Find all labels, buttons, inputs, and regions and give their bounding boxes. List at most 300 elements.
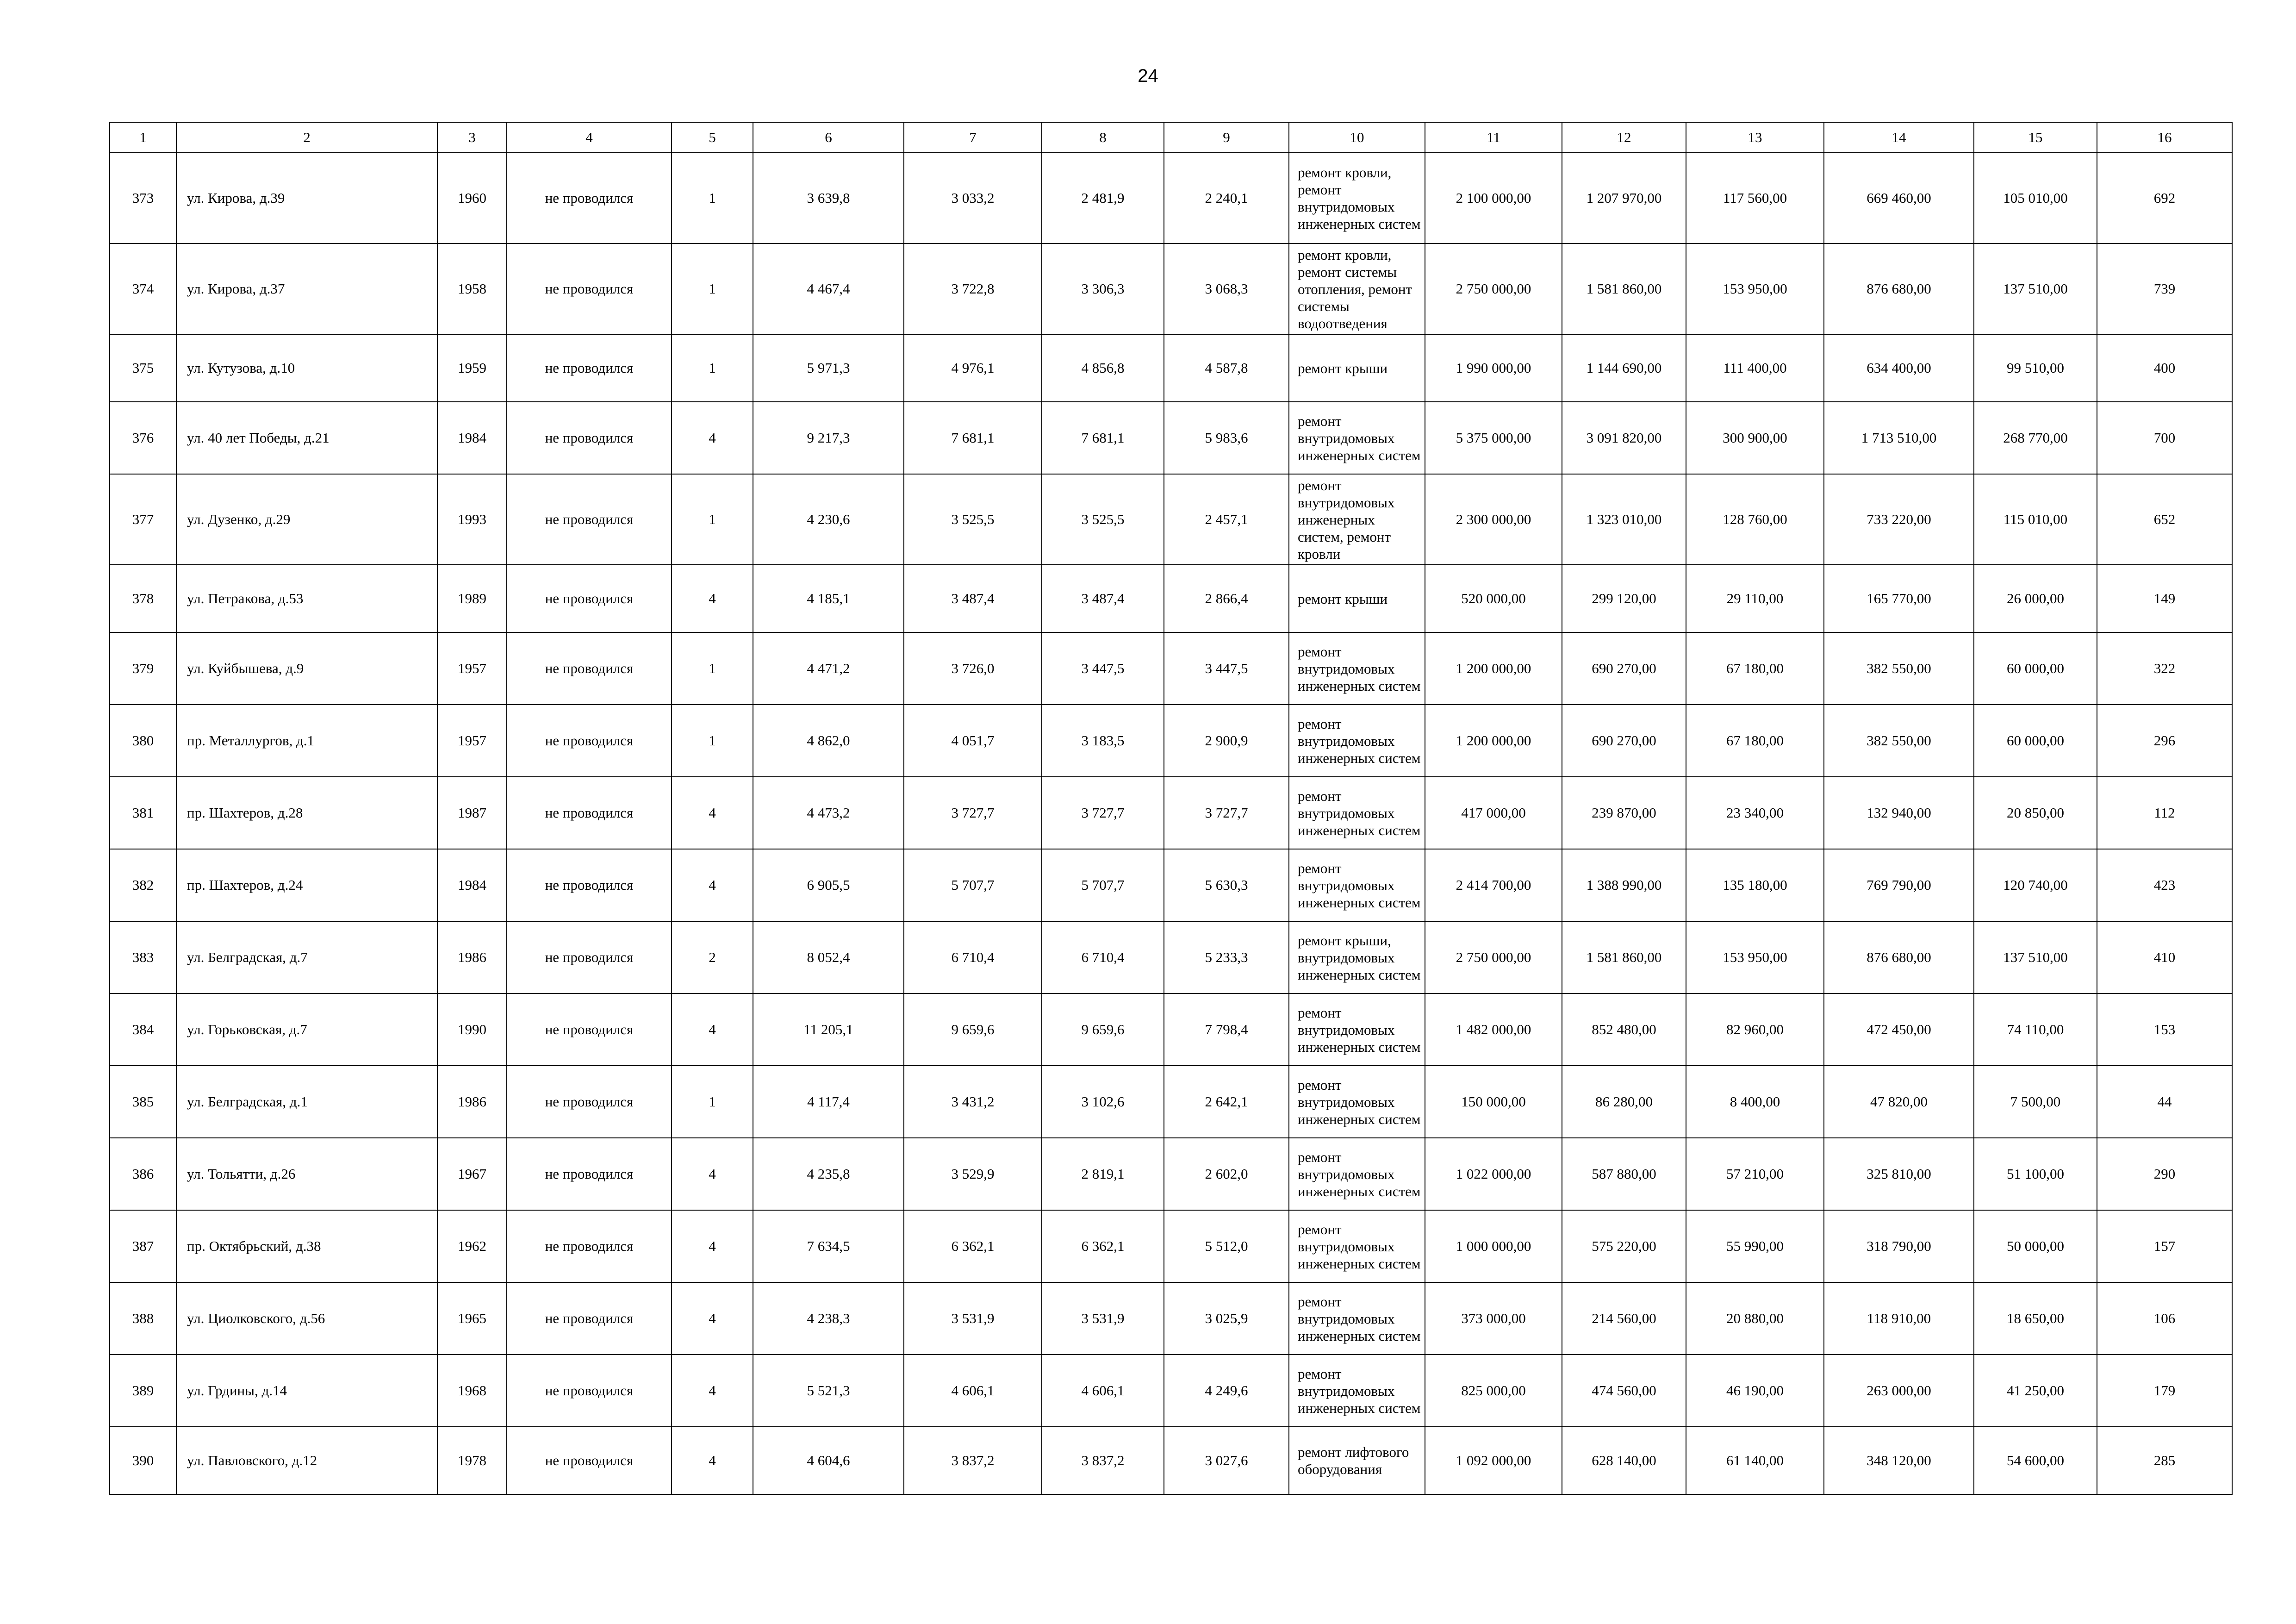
row-number-cell: 385 <box>110 1066 176 1138</box>
build-year-cell: 1957 <box>437 632 507 705</box>
last-repair-cell: не проводился <box>507 1355 672 1427</box>
repair-type-cell: ремонт кровли, ремонт системы отопления, ремонт системы водоотведения <box>1289 244 1425 334</box>
last-repair-cell: не проводился <box>507 777 672 849</box>
budget-cost-cell: 55 990,00 <box>1686 1210 1824 1282</box>
living-area-cell: 7 681,1 <box>904 402 1042 474</box>
living-area-cell: 3 525,5 <box>904 474 1042 565</box>
residential-area-cell: 3 102,6 <box>1042 1066 1164 1138</box>
local-budget-cost-cell: 325 810,00 <box>1824 1138 1974 1210</box>
row-number-cell: 382 <box>110 849 176 921</box>
total-area-cell: 4 604,6 <box>753 1427 904 1494</box>
repair-type-cell: ремонт внутридомовых инженерных систем <box>1289 632 1425 705</box>
build-year-cell: 1962 <box>437 1210 507 1282</box>
budget-cost-cell: 61 140,00 <box>1686 1427 1824 1494</box>
row-number-cell: 376 <box>110 402 176 474</box>
floors-cell: 4 <box>672 849 753 921</box>
local-budget-cost-cell: 669 460,00 <box>1824 153 1974 244</box>
residential-area-cell: 4 856,8 <box>1042 334 1164 402</box>
owned-area-cell: 7 798,4 <box>1164 993 1289 1066</box>
total-area-cell: 4 230,6 <box>753 474 904 565</box>
floors-cell: 4 <box>672 1355 753 1427</box>
owned-area-cell: 2 240,1 <box>1164 153 1289 244</box>
owners-cost-cell: 137 510,00 <box>1974 244 2097 334</box>
owned-area-cell: 5 512,0 <box>1164 1210 1289 1282</box>
table-row <box>110 474 2232 565</box>
build-year-cell: 1959 <box>437 334 507 402</box>
address-cell: ул. Грдины, д.14 <box>176 1355 437 1427</box>
fund-cost-cell: 852 480,00 <box>1562 993 1686 1066</box>
repair-type-cell: ремонт кровли, ремонт внутридомовых инженерных систем <box>1289 153 1425 244</box>
address-cell: ул. Куйбышева, д.9 <box>176 632 437 705</box>
header-row <box>110 122 2232 153</box>
local-budget-cost-cell: 263 000,00 <box>1824 1355 1974 1427</box>
living-area-cell: 5 707,7 <box>904 849 1042 921</box>
budget-cost-cell: 82 960,00 <box>1686 993 1824 1066</box>
owners-cost-cell: 18 650,00 <box>1974 1282 2097 1355</box>
floors-cell: 1 <box>672 632 753 705</box>
local-budget-cost-cell: 733 220,00 <box>1824 474 1974 565</box>
total-area-cell: 9 217,3 <box>753 402 904 474</box>
total-area-cell: 5 971,3 <box>753 334 904 402</box>
build-year-cell: 1957 <box>437 705 507 777</box>
total-cost-cell: 2 300 000,00 <box>1425 474 1562 565</box>
budget-cost-cell: 46 190,00 <box>1686 1355 1824 1427</box>
floors-cell: 4 <box>672 1138 753 1210</box>
total-area-cell: 3 639,8 <box>753 153 904 244</box>
table-row <box>110 849 2232 921</box>
row-number-cell: 379 <box>110 632 176 705</box>
fund-cost-cell: 575 220,00 <box>1562 1210 1686 1282</box>
address-cell: ул. Дузенко, д.29 <box>176 474 437 565</box>
build-year-cell: 1984 <box>437 402 507 474</box>
residents-count-cell: 423 <box>2097 849 2232 921</box>
total-cost-cell: 1 200 000,00 <box>1425 632 1562 705</box>
local-budget-cost-cell: 165 770,00 <box>1824 565 1974 632</box>
address-cell: ул. Тольятти, д.26 <box>176 1138 437 1210</box>
budget-cost-cell: 57 210,00 <box>1686 1138 1824 1210</box>
repair-type-cell: ремонт внутридомовых инженерных систем <box>1289 777 1425 849</box>
repair-type-cell: ремонт внутридомовых инженерных систем <box>1289 1066 1425 1138</box>
last-repair-cell: не проводился <box>507 402 672 474</box>
build-year-cell: 1968 <box>437 1355 507 1427</box>
address-cell: ул. Циолковского, д.56 <box>176 1282 437 1355</box>
residents-count-cell: 44 <box>2097 1066 2232 1138</box>
owners-cost-cell: 268 770,00 <box>1974 402 2097 474</box>
column-number-header: 2 <box>176 122 437 153</box>
residential-area-cell: 9 659,6 <box>1042 993 1164 1066</box>
living-area-cell: 3 531,9 <box>904 1282 1042 1355</box>
repair-type-cell: ремонт внутридомовых инженерных систем <box>1289 705 1425 777</box>
owners-cost-cell: 51 100,00 <box>1974 1138 2097 1210</box>
column-number-header: 13 <box>1686 122 1824 153</box>
column-number-header: 5 <box>672 122 753 153</box>
fund-cost-cell: 690 270,00 <box>1562 705 1686 777</box>
local-budget-cost-cell: 382 550,00 <box>1824 632 1974 705</box>
table-row <box>110 402 2232 474</box>
address-cell: ул. Кутузова, д.10 <box>176 334 437 402</box>
fund-cost-cell: 86 280,00 <box>1562 1066 1686 1138</box>
residential-area-cell: 3 487,4 <box>1042 565 1164 632</box>
living-area-cell: 9 659,6 <box>904 993 1042 1066</box>
build-year-cell: 1993 <box>437 474 507 565</box>
address-cell: пр. Шахтеров, д.28 <box>176 777 437 849</box>
residential-area-cell: 7 681,1 <box>1042 402 1164 474</box>
total-cost-cell: 1 022 000,00 <box>1425 1138 1562 1210</box>
column-number-header: 1 <box>110 122 176 153</box>
owned-area-cell: 3 447,5 <box>1164 632 1289 705</box>
fund-cost-cell: 587 880,00 <box>1562 1138 1686 1210</box>
residential-area-cell: 3 183,5 <box>1042 705 1164 777</box>
owned-area-cell: 2 900,9 <box>1164 705 1289 777</box>
build-year-cell: 1965 <box>437 1282 507 1355</box>
address-cell: пр. Октябрьский, д.38 <box>176 1210 437 1282</box>
floors-cell: 1 <box>672 334 753 402</box>
owned-area-cell: 5 630,3 <box>1164 849 1289 921</box>
budget-cost-cell: 67 180,00 <box>1686 705 1824 777</box>
owned-area-cell: 3 027,6 <box>1164 1427 1289 1494</box>
living-area-cell: 3 727,7 <box>904 777 1042 849</box>
fund-cost-cell: 474 560,00 <box>1562 1355 1686 1427</box>
budget-cost-cell: 20 880,00 <box>1686 1282 1824 1355</box>
total-cost-cell: 150 000,00 <box>1425 1066 1562 1138</box>
owners-cost-cell: 120 740,00 <box>1974 849 2097 921</box>
residents-count-cell: 290 <box>2097 1138 2232 1210</box>
owners-cost-cell: 60 000,00 <box>1974 705 2097 777</box>
column-number-header: 9 <box>1164 122 1289 153</box>
fund-cost-cell: 299 120,00 <box>1562 565 1686 632</box>
floors-cell: 4 <box>672 993 753 1066</box>
repair-type-cell: ремонт внутридомовых инженерных систем <box>1289 849 1425 921</box>
local-budget-cost-cell: 118 910,00 <box>1824 1282 1974 1355</box>
budget-cost-cell: 29 110,00 <box>1686 565 1824 632</box>
owners-cost-cell: 99 510,00 <box>1974 334 2097 402</box>
residents-count-cell: 179 <box>2097 1355 2232 1427</box>
floors-cell: 1 <box>672 153 753 244</box>
row-number-cell: 384 <box>110 993 176 1066</box>
address-cell: ул. Кирова, д.39 <box>176 153 437 244</box>
owned-area-cell: 2 642,1 <box>1164 1066 1289 1138</box>
row-number-cell: 386 <box>110 1138 176 1210</box>
living-area-cell: 3 487,4 <box>904 565 1042 632</box>
total-cost-cell: 2 750 000,00 <box>1425 921 1562 993</box>
table-row <box>110 153 2232 244</box>
residents-count-cell: 410 <box>2097 921 2232 993</box>
total-cost-cell: 1 990 000,00 <box>1425 334 1562 402</box>
living-area-cell: 6 710,4 <box>904 921 1042 993</box>
owned-area-cell: 2 457,1 <box>1164 474 1289 565</box>
table-row <box>110 993 2232 1066</box>
table-row <box>110 1066 2232 1138</box>
total-cost-cell: 825 000,00 <box>1425 1355 1562 1427</box>
column-number-header: 12 <box>1562 122 1686 153</box>
residential-area-cell: 2 481,9 <box>1042 153 1164 244</box>
row-number-cell: 374 <box>110 244 176 334</box>
address-cell: ул. Горьковская, д.7 <box>176 993 437 1066</box>
address-cell: ул. Кирова, д.37 <box>176 244 437 334</box>
table-row <box>110 334 2232 402</box>
column-number-header: 6 <box>753 122 904 153</box>
residents-count-cell: 652 <box>2097 474 2232 565</box>
budget-cost-cell: 128 760,00 <box>1686 474 1824 565</box>
last-repair-cell: не проводился <box>507 1427 672 1494</box>
residents-count-cell: 322 <box>2097 632 2232 705</box>
total-cost-cell: 1 000 000,00 <box>1425 1210 1562 1282</box>
build-year-cell: 1987 <box>437 777 507 849</box>
residents-count-cell: 112 <box>2097 777 2232 849</box>
residential-area-cell: 3 306,3 <box>1042 244 1164 334</box>
repair-type-cell: ремонт крыши <box>1289 565 1425 632</box>
total-area-cell: 4 862,0 <box>753 705 904 777</box>
build-year-cell: 1990 <box>437 993 507 1066</box>
table-row <box>110 1282 2232 1355</box>
fund-cost-cell: 1 144 690,00 <box>1562 334 1686 402</box>
living-area-cell: 4 606,1 <box>904 1355 1042 1427</box>
table-row <box>110 921 2232 993</box>
last-repair-cell: не проводился <box>507 334 672 402</box>
last-repair-cell: не проводился <box>507 993 672 1066</box>
budget-cost-cell: 153 950,00 <box>1686 244 1824 334</box>
last-repair-cell: не проводился <box>507 921 672 993</box>
residents-count-cell: 700 <box>2097 402 2232 474</box>
fund-cost-cell: 214 560,00 <box>1562 1282 1686 1355</box>
total-area-cell: 4 185,1 <box>753 565 904 632</box>
last-repair-cell: не проводился <box>507 153 672 244</box>
owned-area-cell: 5 983,6 <box>1164 402 1289 474</box>
residential-area-cell: 3 447,5 <box>1042 632 1164 705</box>
repair-type-cell: ремонт внутридомовых инженерных систем <box>1289 993 1425 1066</box>
row-number-cell: 378 <box>110 565 176 632</box>
residential-area-cell: 3 531,9 <box>1042 1282 1164 1355</box>
table-row <box>110 1138 2232 1210</box>
total-cost-cell: 1 092 000,00 <box>1425 1427 1562 1494</box>
table-row <box>110 1210 2232 1282</box>
local-budget-cost-cell: 876 680,00 <box>1824 244 1974 334</box>
repair-type-cell: ремонт внутридомовых инженерных систем, ремонт кровли <box>1289 474 1425 565</box>
row-number-cell: 380 <box>110 705 176 777</box>
floors-cell: 4 <box>672 1427 753 1494</box>
residents-count-cell: 296 <box>2097 705 2232 777</box>
budget-cost-cell: 153 950,00 <box>1686 921 1824 993</box>
last-repair-cell: не проводился <box>507 705 672 777</box>
row-number-cell: 383 <box>110 921 176 993</box>
table-body <box>110 122 2232 1494</box>
living-area-cell: 3 837,2 <box>904 1427 1042 1494</box>
owned-area-cell: 3 068,3 <box>1164 244 1289 334</box>
repair-type-cell: ремонт внутридомовых инженерных систем <box>1289 1210 1425 1282</box>
build-year-cell: 1978 <box>437 1427 507 1494</box>
last-repair-cell: не проводился <box>507 565 672 632</box>
living-area-cell: 3 722,8 <box>904 244 1042 334</box>
floors-cell: 1 <box>672 244 753 334</box>
residents-count-cell: 157 <box>2097 1210 2232 1282</box>
owners-cost-cell: 7 500,00 <box>1974 1066 2097 1138</box>
residents-count-cell: 692 <box>2097 153 2232 244</box>
total-cost-cell: 520 000,00 <box>1425 565 1562 632</box>
total-area-cell: 4 473,2 <box>753 777 904 849</box>
build-year-cell: 1986 <box>437 1066 507 1138</box>
build-year-cell: 1960 <box>437 153 507 244</box>
floors-cell: 4 <box>672 1210 753 1282</box>
build-year-cell: 1958 <box>437 244 507 334</box>
table-row <box>110 705 2232 777</box>
local-budget-cost-cell: 132 940,00 <box>1824 777 1974 849</box>
column-number-header: 3 <box>437 122 507 153</box>
fund-cost-cell: 628 140,00 <box>1562 1427 1686 1494</box>
owners-cost-cell: 137 510,00 <box>1974 921 2097 993</box>
table-row <box>110 632 2232 705</box>
row-number-cell: 375 <box>110 334 176 402</box>
owners-cost-cell: 41 250,00 <box>1974 1355 2097 1427</box>
page-number: 24 <box>1138 66 1158 86</box>
fund-cost-cell: 1 581 860,00 <box>1562 921 1686 993</box>
column-number-header: 15 <box>1974 122 2097 153</box>
owners-cost-cell: 50 000,00 <box>1974 1210 2097 1282</box>
living-area-cell: 3 431,2 <box>904 1066 1042 1138</box>
row-number-cell: 373 <box>110 153 176 244</box>
last-repair-cell: не проводился <box>507 1138 672 1210</box>
column-number-header: 14 <box>1824 122 1974 153</box>
repair-program-table <box>109 122 2233 1495</box>
fund-cost-cell: 1 323 010,00 <box>1562 474 1686 565</box>
total-cost-cell: 5 375 000,00 <box>1425 402 1562 474</box>
living-area-cell: 4 976,1 <box>904 334 1042 402</box>
total-cost-cell: 373 000,00 <box>1425 1282 1562 1355</box>
total-area-cell: 7 634,5 <box>753 1210 904 1282</box>
repair-type-cell: ремонт внутридомовых инженерных систем <box>1289 402 1425 474</box>
last-repair-cell: не проводился <box>507 1210 672 1282</box>
address-cell: ул. Павловского, д.12 <box>176 1427 437 1494</box>
local-budget-cost-cell: 634 400,00 <box>1824 334 1974 402</box>
residential-area-cell: 5 707,7 <box>1042 849 1164 921</box>
residents-count-cell: 400 <box>2097 334 2232 402</box>
owned-area-cell: 4 587,8 <box>1164 334 1289 402</box>
build-year-cell: 1967 <box>437 1138 507 1210</box>
owned-area-cell: 3 025,9 <box>1164 1282 1289 1355</box>
fund-cost-cell: 1 207 970,00 <box>1562 153 1686 244</box>
budget-cost-cell: 300 900,00 <box>1686 402 1824 474</box>
address-cell: пр. Шахтеров, д.24 <box>176 849 437 921</box>
floors-cell: 4 <box>672 1282 753 1355</box>
total-area-cell: 4 117,4 <box>753 1066 904 1138</box>
owned-area-cell: 2 602,0 <box>1164 1138 1289 1210</box>
residential-area-cell: 2 819,1 <box>1042 1138 1164 1210</box>
owners-cost-cell: 74 110,00 <box>1974 993 2097 1066</box>
address-cell: ул. Петракова, д.53 <box>176 565 437 632</box>
living-area-cell: 3 726,0 <box>904 632 1042 705</box>
total-cost-cell: 1 482 000,00 <box>1425 993 1562 1066</box>
repair-type-cell: ремонт внутридомовых инженерных систем <box>1289 1282 1425 1355</box>
budget-cost-cell: 135 180,00 <box>1686 849 1824 921</box>
address-cell: ул. Белградская, д.7 <box>176 921 437 993</box>
floors-cell: 1 <box>672 705 753 777</box>
local-budget-cost-cell: 876 680,00 <box>1824 921 1974 993</box>
floors-cell: 2 <box>672 921 753 993</box>
last-repair-cell: не проводился <box>507 244 672 334</box>
budget-cost-cell: 67 180,00 <box>1686 632 1824 705</box>
total-area-cell: 4 235,8 <box>753 1138 904 1210</box>
fund-cost-cell: 3 091 820,00 <box>1562 402 1686 474</box>
repair-type-cell: ремонт крыши, внутридомовых инженерных систем <box>1289 921 1425 993</box>
repair-type-cell: ремонт внутридомовых инженерных систем <box>1289 1138 1425 1210</box>
table-row <box>110 1355 2232 1427</box>
local-budget-cost-cell: 348 120,00 <box>1824 1427 1974 1494</box>
budget-cost-cell: 23 340,00 <box>1686 777 1824 849</box>
repair-type-cell: ремонт внутридомовых инженерных систем <box>1289 1355 1425 1427</box>
residents-count-cell: 739 <box>2097 244 2232 334</box>
residential-area-cell: 3 727,7 <box>1042 777 1164 849</box>
total-cost-cell: 2 414 700,00 <box>1425 849 1562 921</box>
build-year-cell: 1989 <box>437 565 507 632</box>
fund-cost-cell: 1 581 860,00 <box>1562 244 1686 334</box>
build-year-cell: 1986 <box>437 921 507 993</box>
table-row <box>110 244 2232 334</box>
living-area-cell: 3 033,2 <box>904 153 1042 244</box>
total-cost-cell: 1 200 000,00 <box>1425 705 1562 777</box>
residential-area-cell: 3 525,5 <box>1042 474 1164 565</box>
address-cell: пр. Металлургов, д.1 <box>176 705 437 777</box>
total-area-cell: 5 521,3 <box>753 1355 904 1427</box>
floors-cell: 1 <box>672 474 753 565</box>
residents-count-cell: 285 <box>2097 1427 2232 1494</box>
total-area-cell: 11 205,1 <box>753 993 904 1066</box>
residential-area-cell: 4 606,1 <box>1042 1355 1164 1427</box>
column-number-header: 8 <box>1042 122 1164 153</box>
floors-cell: 4 <box>672 565 753 632</box>
local-budget-cost-cell: 1 713 510,00 <box>1824 402 1974 474</box>
owned-area-cell: 3 727,7 <box>1164 777 1289 849</box>
total-area-cell: 4 238,3 <box>753 1282 904 1355</box>
column-number-header: 10 <box>1289 122 1425 153</box>
table-row <box>110 1427 2232 1494</box>
budget-cost-cell: 8 400,00 <box>1686 1066 1824 1138</box>
living-area-cell: 6 362,1 <box>904 1210 1042 1282</box>
last-repair-cell: не проводился <box>507 474 672 565</box>
local-budget-cost-cell: 382 550,00 <box>1824 705 1974 777</box>
local-budget-cost-cell: 318 790,00 <box>1824 1210 1974 1282</box>
row-number-cell: 387 <box>110 1210 176 1282</box>
table-row <box>110 565 2232 632</box>
build-year-cell: 1984 <box>437 849 507 921</box>
owners-cost-cell: 60 000,00 <box>1974 632 2097 705</box>
last-repair-cell: не проводился <box>507 849 672 921</box>
column-number-header: 16 <box>2097 122 2232 153</box>
owners-cost-cell: 54 600,00 <box>1974 1427 2097 1494</box>
local-budget-cost-cell: 769 790,00 <box>1824 849 1974 921</box>
last-repair-cell: не проводился <box>507 632 672 705</box>
budget-cost-cell: 117 560,00 <box>1686 153 1824 244</box>
owned-area-cell: 5 233,3 <box>1164 921 1289 993</box>
living-area-cell: 3 529,9 <box>904 1138 1042 1210</box>
owned-area-cell: 4 249,6 <box>1164 1355 1289 1427</box>
row-number-cell: 377 <box>110 474 176 565</box>
table-row <box>110 777 2232 849</box>
owners-cost-cell: 20 850,00 <box>1974 777 2097 849</box>
column-number-header: 7 <box>904 122 1042 153</box>
total-area-cell: 4 467,4 <box>753 244 904 334</box>
fund-cost-cell: 239 870,00 <box>1562 777 1686 849</box>
total-cost-cell: 417 000,00 <box>1425 777 1562 849</box>
owners-cost-cell: 115 010,00 <box>1974 474 2097 565</box>
row-number-cell: 389 <box>110 1355 176 1427</box>
column-number-header: 11 <box>1425 122 1562 153</box>
residential-area-cell: 6 710,4 <box>1042 921 1164 993</box>
residential-area-cell: 6 362,1 <box>1042 1210 1164 1282</box>
last-repair-cell: не проводился <box>507 1282 672 1355</box>
column-number-header: 4 <box>507 122 672 153</box>
owners-cost-cell: 105 010,00 <box>1974 153 2097 244</box>
residents-count-cell: 149 <box>2097 565 2232 632</box>
residents-count-cell: 106 <box>2097 1282 2232 1355</box>
